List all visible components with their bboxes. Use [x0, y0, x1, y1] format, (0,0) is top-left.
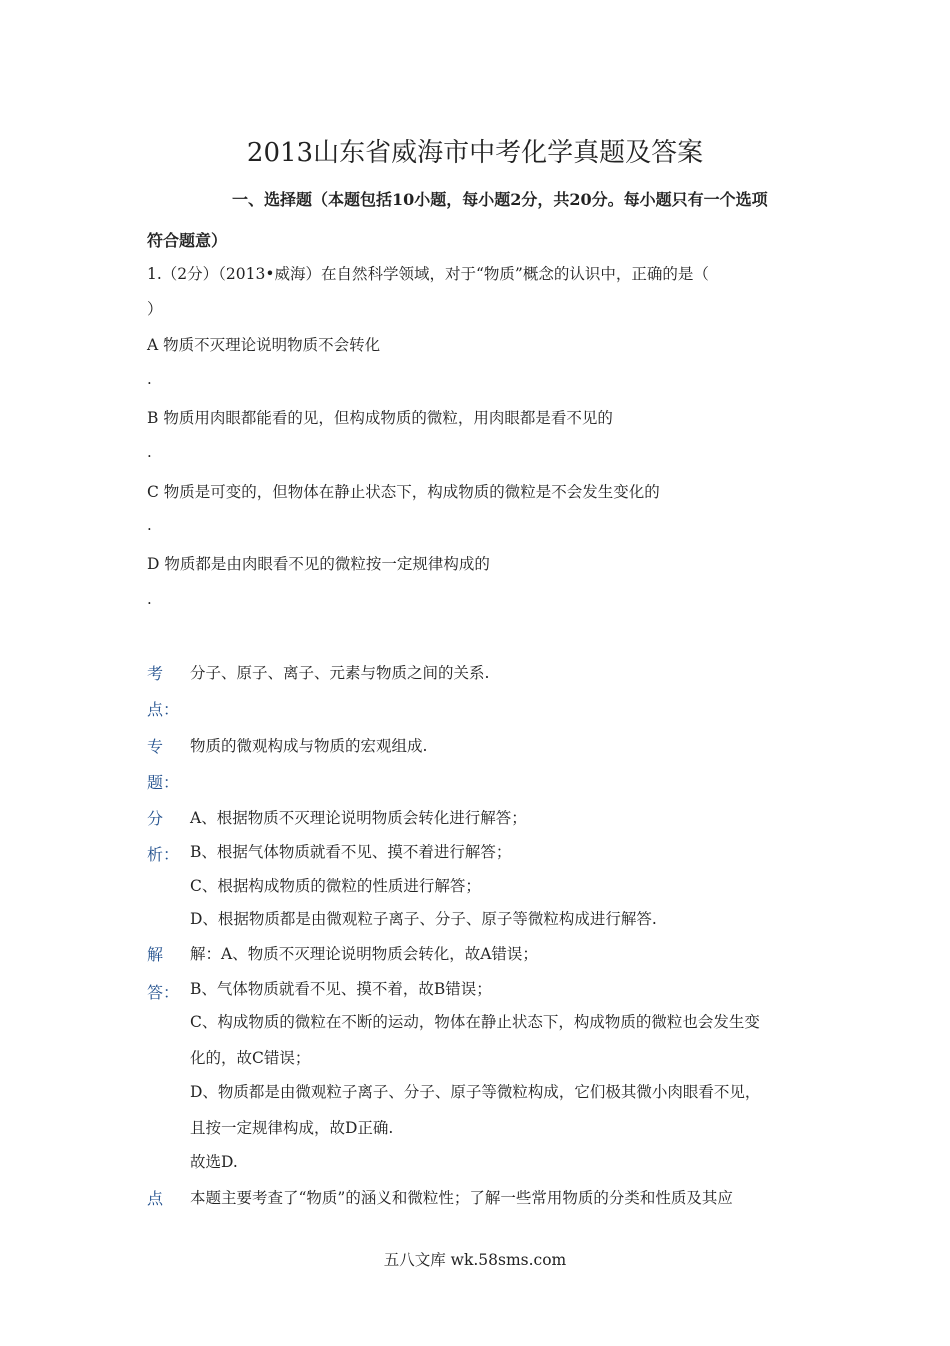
option-b-dot: . [147, 443, 152, 461]
fenxi-line: B、根据气体物质就看不见、摸不着进行解答； [190, 843, 512, 861]
zhuanti-label: 专 [147, 737, 164, 756]
jieda-label: 解 [147, 945, 164, 964]
option-b: B 物质用肉眼都能看的见，但构成物质的微粒，用肉眼都是看不见的 [147, 409, 613, 427]
fenxi-line: A、根据物质不灭理论说明物质会转化进行解答； [190, 809, 527, 827]
option-d: D 物质都是由肉眼看不见的微粒按一定规律构成的 [147, 555, 490, 573]
option-a: A 物质不灭理论说明物质不会转化 [147, 336, 381, 354]
jieda-line: 解：A、物质不灭理论说明物质会转化，故A错误； [190, 945, 538, 963]
zhuanti-text: 物质的微观构成与物质的宏观组成. [190, 737, 428, 755]
jieda-line: 故选D. [190, 1153, 238, 1171]
section-heading: 一、选择题（本题包括10小题，每小题2分，共20分。每小题只有一个选项 [232, 190, 768, 209]
dianping-text: 本题主要考查了“物质”的涵义和微粒性；了解一些常用物质的分类和性质及其应 [190, 1189, 733, 1207]
option-d-dot: . [147, 590, 152, 608]
jieda-line: D、物质都是由微观粒子离子、分子、原子等微粒构成，它们极其微小肉眼看不见， [190, 1083, 761, 1101]
question-stem-end: ） [147, 300, 163, 318]
kaodian-text: 分子、原子、离子、元素与物质之间的关系. [190, 664, 490, 682]
fenxi-line: C、根据构成物质的微粒的性质进行解答； [190, 877, 481, 895]
jieda-line: B、气体物质就看不见、摸不着，故B错误； [190, 980, 492, 998]
jieda-label-2: 答： [147, 983, 180, 1002]
question-stem: 1.（2分）（2013•威海）在自然科学领域，对于“物质”概念的认识中，正确的是（ [147, 265, 709, 283]
section-heading-continued: 符合题意） [147, 231, 228, 250]
jieda-line: 化的，故C错误； [190, 1049, 311, 1067]
option-a-dot: . [147, 370, 152, 388]
kaodian-label: 考 [147, 664, 164, 683]
kaodian-label-2: 点： [147, 700, 180, 719]
footer-watermark: 五八文库 wk.58sms.com [383, 1251, 567, 1269]
jieda-line: 且按一定规律构成，故D正确. [190, 1119, 394, 1137]
option-c: C 物质是可变的，但物体在静止状态下，构成物质的微粒是不会发生变化的 [147, 483, 660, 501]
zhuanti-label-2: 题： [147, 773, 180, 792]
page-title: 2013山东省威海市中考化学真题及答案 [246, 138, 704, 168]
fenxi-label: 分 [147, 809, 164, 828]
fenxi-label-2: 析： [147, 845, 180, 864]
dianping-label: 点 [147, 1189, 164, 1208]
jieda-line: C、构成物质的微粒在不断的运动，物体在静止状态下，构成物质的微粒也会发生变 [190, 1013, 760, 1031]
fenxi-line: D、根据物质都是由微观粒子离子、分子、原子等微粒构成进行解答. [190, 910, 657, 928]
option-c-dot: . [147, 516, 152, 534]
